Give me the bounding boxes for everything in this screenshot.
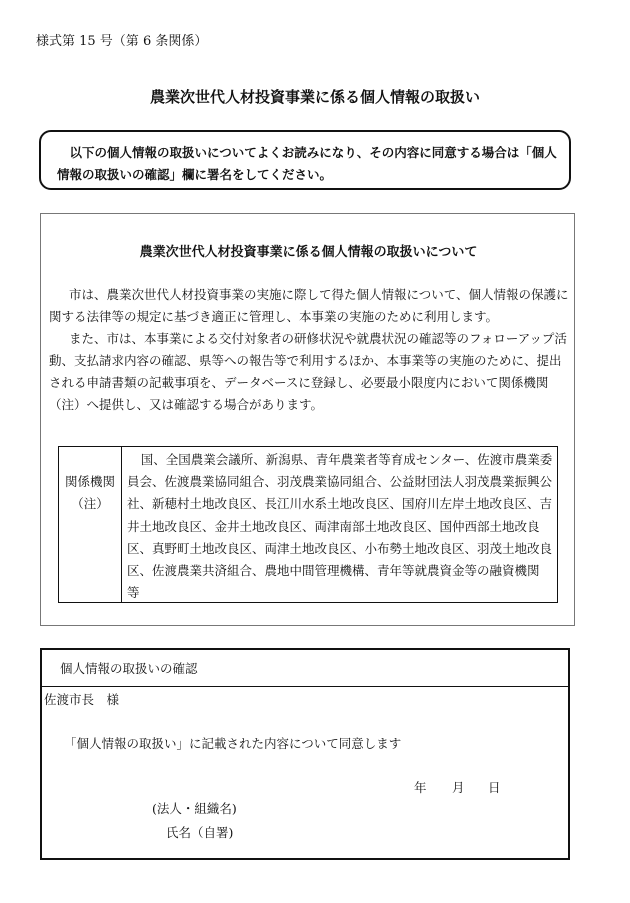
addressee: 佐渡市長 様 xyxy=(44,692,120,707)
confirmation-header xyxy=(42,650,568,687)
date-month-field[interactable]: 月 xyxy=(452,780,465,795)
date-day-field[interactable]: 日 xyxy=(488,780,501,795)
confirmation-title: 個人情報の取扱いの確認 xyxy=(60,661,198,676)
orgs-label-line-1: 関係機関 xyxy=(64,474,115,489)
page-title: 農業次世代人材投資事業に係る個人情報の取扱い xyxy=(149,88,480,106)
info-paragraph-1: 市は、農業次世代人材投資事業の実施に際して得た個人情報について、個人情報の保護に関する法律等の規定に基づき適正に管理し、本事業の実施のために利用します。 xyxy=(49,287,569,324)
form-number: 様式第 15 号（第 6 条関係） xyxy=(36,34,208,49)
related-organizations-label xyxy=(59,471,121,515)
notice-text: 以下の個人情報の取扱いについてよくお読みになり、その内容に同意する場合は「個人情報の取扱いの確認」欄に署名をしてください。 xyxy=(57,145,557,182)
orgs-label-line-2: （注） xyxy=(71,496,109,511)
date-year-field[interactable]: 年 xyxy=(414,780,427,795)
related-organizations-table xyxy=(58,446,558,603)
privacy-info-box xyxy=(40,213,575,626)
notice-box xyxy=(39,130,571,190)
agreement-statement: 「個人情報の取扱い」に記載された内容について同意します xyxy=(64,736,402,751)
organization-name-field[interactable]: (法人・組織名) xyxy=(152,801,237,816)
confirmation-section xyxy=(40,648,570,860)
signature-field[interactable]: 氏名（自署) xyxy=(166,825,234,840)
info-heading: 農業次世代人材投資事業に係る個人情報の取扱いについて xyxy=(139,245,478,260)
table-divider xyxy=(121,447,122,602)
related-organizations-list: 国、全国農業会議所、新潟県、青年農業者等育成センター、佐渡市農業委員会、佐渡農業協同組合、羽茂農業協同組合、公益財団法人羽茂農業振興公社、新穂村土地改良区、長江川水系土地改良区、国府川左岸土地改良区、吉井土地改良区、金井土地改良区、両津南部土地改良区、国仲西部土地改良区、真野町土地改良区、両津土地改良区、小布勢土地改良区、羽茂土地改良区、佐渡農業共済組合、農地中間管理機構、青年等就農資金等の融資機関 等 xyxy=(127,452,553,601)
info-paragraph-2: また、市は、本事業による交付対象者の研修状況や就農状況の確認等のフォローアップ活動、支払請求内容の確認、県等への報告等で利用するほか、本事業等の実施のために、提出される申請書類の記載事項を、データベースに登録し、必要最小限度内において関係機関（注）へ提供し、又は確認する場合があります。 xyxy=(49,331,567,412)
